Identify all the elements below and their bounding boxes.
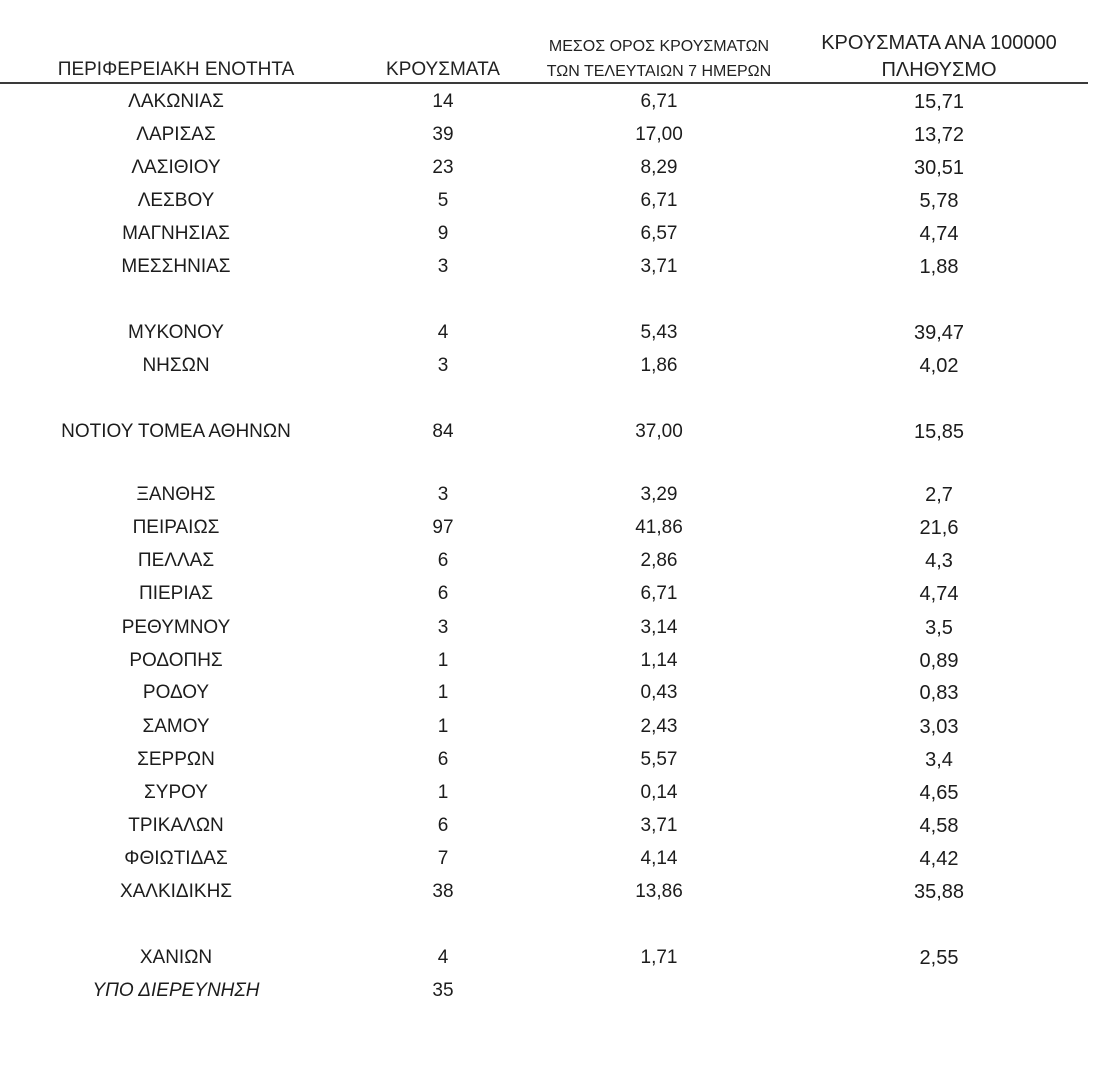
table-row	[0, 877, 1100, 907]
cases-per-100k-cell: 13,72	[913, 124, 965, 146]
avg-7-days-cell: 8,29	[640, 157, 678, 178]
avg-7-days-cell: 4,14	[640, 848, 678, 869]
region-cell: ΣΥΡΟΥ	[144, 782, 208, 803]
region-cell: ΞΑΝΘΗΣ	[136, 484, 216, 505]
cases-per-100k-cell: 3,5	[925, 617, 953, 639]
column-header-per100k-line-2: ΠΛΗΘΥΣΜΟ	[881, 59, 997, 81]
region-cell: ΜΥΚΟΝΟΥ	[128, 322, 224, 343]
avg-7-days-cell: 0,14	[640, 782, 678, 803]
table-row	[0, 480, 1100, 510]
region-cell: ΜΕΣΣΗΝΙΑΣ	[121, 256, 231, 277]
table-row	[0, 712, 1100, 742]
table-row	[0, 943, 1100, 973]
cases-cell: 6	[437, 815, 449, 836]
cases-cell: 1	[437, 650, 449, 671]
region-cell: ΜΑΓΝΗΣΙΑΣ	[122, 223, 230, 244]
region-cell: ΣΕΡΡΩΝ	[137, 749, 215, 770]
cases-cell: 84	[432, 421, 454, 442]
cases-per-100k-cell: 2,55	[919, 947, 959, 969]
cases-cell: 5	[437, 190, 449, 211]
avg-7-days-cell: 1,71	[640, 947, 678, 968]
avg-7-days-cell: 1,86	[640, 355, 678, 376]
avg-7-days-cell: 2,43	[640, 716, 678, 737]
cases-per-100k-cell: 4,02	[919, 355, 959, 377]
cases-cell: 3	[437, 355, 449, 376]
region-cell: ΡΟΔΟΠΗΣ	[129, 650, 223, 671]
cases-cell: 97	[432, 517, 454, 538]
region-cell: ΦΘΙΩΤΙΔΑΣ	[124, 848, 228, 869]
cases-cell: 3	[437, 484, 449, 505]
cases-per-100k-cell: 21,6	[919, 517, 959, 539]
region-cell: ΡΕΘΥΜΝΟΥ	[121, 617, 231, 638]
cases-per-100k-cell: 15,71	[913, 91, 965, 113]
cases-per-100k-cell: 4,58	[919, 815, 959, 837]
cases-per-100k-cell: 30,51	[913, 157, 965, 179]
cases-cell: 7	[437, 848, 449, 869]
avg-7-days-cell: 5,43	[640, 322, 678, 343]
avg-7-days-cell: 6,71	[640, 91, 678, 112]
region-cell: ΝΟΤΙΟΥ ΤΟΜΕΑ ΑΘΗΝΩΝ	[61, 421, 291, 442]
avg-7-days-cell: 3,71	[640, 815, 678, 836]
cases-cell: 4	[437, 322, 449, 343]
avg-7-days-cell: 6,71	[640, 583, 678, 604]
region-cell: ΠΕΛΛΑΣ	[137, 550, 215, 571]
table-row	[0, 417, 1100, 447]
cases-cell: 3	[437, 256, 449, 277]
cases-per-100k-cell: 3,03	[919, 716, 959, 738]
table-row	[0, 252, 1100, 282]
table-row	[0, 745, 1100, 775]
avg-7-days-cell: 41,86	[635, 517, 683, 538]
cases-cell: 14	[432, 91, 454, 112]
table-row	[0, 351, 1100, 381]
region-cell: ΛΕΣΒΟΥ	[137, 190, 215, 211]
region-cell: ΠΙΕΡΙΑΣ	[138, 583, 214, 604]
cases-per-100k-cell: 39,47	[913, 322, 965, 344]
table-row	[0, 513, 1100, 543]
region-cell: ΛΑΚΩΝΙΑΣ	[128, 91, 224, 112]
avg-7-days-cell: 3,71	[640, 256, 678, 277]
cases-cell: 23	[432, 157, 454, 178]
table-row	[0, 778, 1100, 808]
column-header-avg-line-2: ΤΩΝ ΤΕΛΕΥΤΑΙΩΝ 7 ΗΜΕΡΩΝ	[546, 63, 772, 80]
cases-cell: 1	[437, 716, 449, 737]
avg-7-days-cell: 37,00	[635, 421, 683, 442]
table-row	[0, 87, 1100, 117]
avg-7-days-cell: 0,43	[640, 682, 678, 703]
table-row	[0, 186, 1100, 216]
avg-7-days-cell: 2,86	[640, 550, 678, 571]
cases-cell: 6	[437, 583, 449, 604]
cases-cell: 39	[432, 124, 454, 145]
cases-per-100k-cell: 2,7	[925, 484, 953, 506]
cases-cell: 4	[437, 947, 449, 968]
avg-7-days-cell: 3,29	[640, 484, 678, 505]
cases-cell: 35	[432, 980, 454, 1001]
cases-per-100k-cell: 4,74	[919, 583, 959, 605]
avg-7-days-cell: 3,14	[640, 617, 678, 638]
table-row	[0, 976, 1100, 1006]
region-cell: ΧΑΛΚΙΔΙΚΗΣ	[119, 881, 233, 902]
region-cell: ΣΑΜΟΥ	[142, 716, 210, 737]
cases-per-100k-cell: 15,85	[913, 421, 965, 443]
cases-per-100k-cell: 4,42	[919, 848, 959, 870]
cases-per-100k-cell: 4,3	[925, 550, 953, 572]
table-row	[0, 579, 1100, 609]
cases-cell: 9	[437, 223, 449, 244]
table-row	[0, 844, 1100, 874]
region-cell: ΤΡΙΚΑΛΩΝ	[128, 815, 224, 836]
cases-cell: 6	[437, 550, 449, 571]
cases-per-100k-cell: 1,88	[919, 256, 959, 278]
table-row	[0, 318, 1100, 348]
region-cell: ΠΕΙΡΑΙΩΣ	[132, 517, 220, 538]
cases-per-100k-cell: 0,89	[919, 650, 959, 672]
cases-per-100k-cell: 4,74	[919, 223, 959, 245]
cases-cell: 6	[437, 749, 449, 770]
cases-per-100k-cell: 35,88	[913, 881, 965, 903]
table-row	[0, 120, 1100, 150]
table-row	[0, 613, 1100, 643]
avg-7-days-cell: 6,57	[640, 223, 678, 244]
avg-7-days-cell: 1,14	[640, 650, 678, 671]
column-header-cases: ΚΡΟΥΣΜΑΤΑ	[386, 59, 500, 80]
table-row	[0, 811, 1100, 841]
avg-7-days-cell: 13,86	[635, 881, 683, 902]
table-row	[0, 546, 1100, 576]
column-header-avg-line-1: ΜΕΣΟΣ ΟΡΟΣ ΚΡΟΥΣΜΑΤΩΝ	[548, 38, 770, 55]
region-cell: ΧΑΝΙΩΝ	[139, 947, 213, 968]
cases-per-100k-cell: 0,83	[919, 682, 959, 704]
cases-per-100k-cell: 3,4	[925, 749, 953, 771]
table-row	[0, 219, 1100, 249]
avg-7-days-cell: 6,71	[640, 190, 678, 211]
cases-per-100k-cell: 4,65	[919, 782, 959, 804]
avg-7-days-cell	[522, 976, 796, 1006]
cases-cell: 1	[437, 782, 449, 803]
table-row	[0, 153, 1100, 183]
table-row	[0, 678, 1100, 708]
region-cell: ΝΗΣΩΝ	[142, 355, 210, 376]
region-cell: ΥΠΟ ΔΙΕΡΕΥΝΗΣΗ	[92, 980, 260, 1001]
cases-cell: 38	[432, 881, 454, 902]
cases-cell: 1	[437, 682, 449, 703]
region-cell: ΛΑΣΙΘΙΟΥ	[131, 157, 221, 178]
cases-per-100k-cell	[798, 976, 1080, 1006]
cases-cell: 3	[437, 617, 449, 638]
column-header-region: ΠΕΡΙΦΕΡΕΙΑΚΗ ΕΝΟΤΗΤΑ	[57, 59, 295, 80]
avg-7-days-cell: 5,57	[640, 749, 678, 770]
region-cell: ΡΟΔΟΥ	[142, 682, 210, 703]
table-row	[0, 646, 1100, 676]
region-cell: ΛΑΡΙΣΑΣ	[136, 124, 216, 145]
column-header-per100k-line-1: ΚΡΟΥΣΜΑΤΑ ΑΝΑ 100000	[821, 32, 1057, 54]
cases-per-100k-cell: 5,78	[919, 190, 959, 212]
avg-7-days-cell: 17,00	[635, 124, 683, 145]
